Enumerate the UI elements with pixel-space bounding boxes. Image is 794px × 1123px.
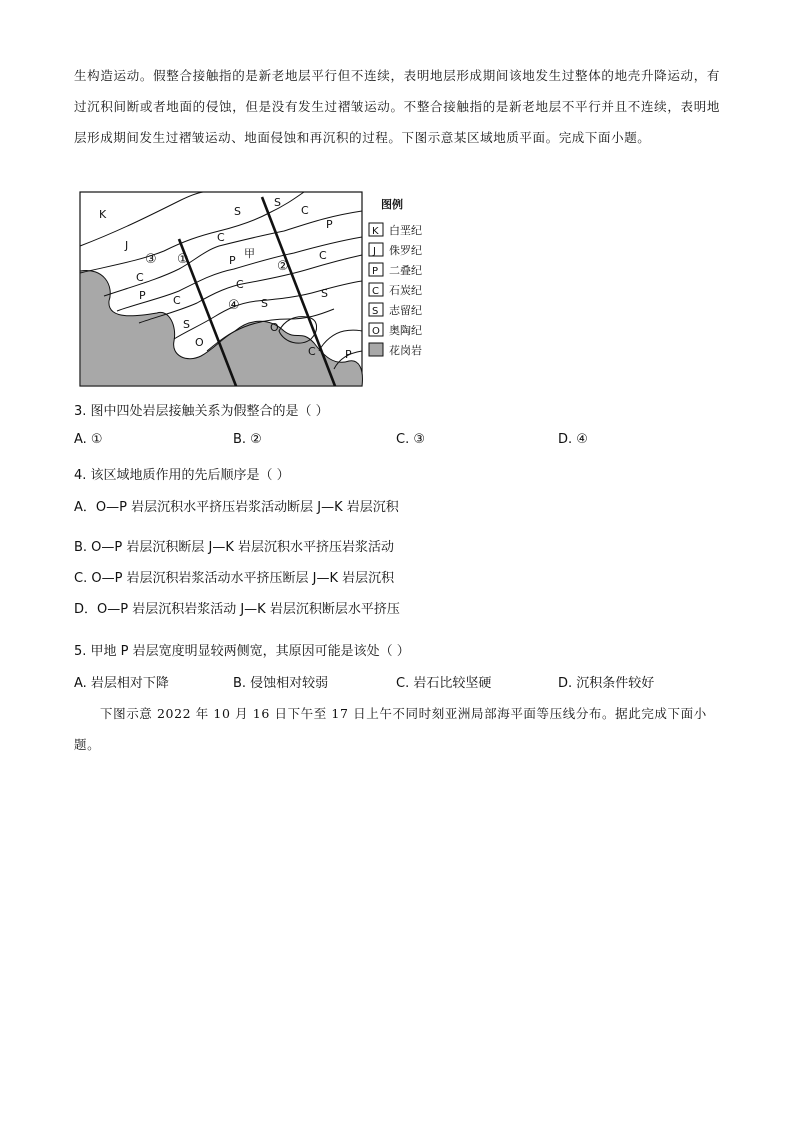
svg-text:石炭纪: 石炭纪 [389, 284, 422, 297]
question-3-option-d[interactable]: D. ④ [558, 432, 588, 447]
label-c4: C [236, 278, 244, 291]
legend-item-granite [369, 343, 422, 357]
marker-1: ① [177, 252, 189, 267]
geologic-map-figure [79, 191, 439, 387]
label-j: J [125, 239, 129, 252]
legend-title: 图例 [381, 198, 403, 211]
label-c7: C [308, 345, 316, 358]
legend-item-k [369, 223, 422, 237]
question-3-option-a[interactable]: A. ① [74, 432, 103, 447]
label-p4: P [345, 348, 352, 361]
question-5-option-d[interactable]: D. 沉积条件较好 [558, 676, 655, 691]
label-p2: P [229, 254, 236, 267]
intro-paragraph: 生构造运动。假整合接触指的是新老地层平行但不连续，表明地层形成期间该地发生过整体的地壳升降运动，有过沉积间断或者地面的侵蚀，但是没有发生过褶皱运动。不整合接触指的是新老地层不平行并且不连续，表明地层形成期间发生过褶皱运动、地面侵蚀和再沉积的过程。下图示意某区域地质平面。完成下面小题。 [74, 68, 720, 145]
label-s5: S [321, 287, 328, 300]
label-o2: O [270, 321, 279, 334]
question-4-option-b[interactable]: B. O—P 岩层沉积断层 J—K 岩层沉积水平挤压岩浆活动 [74, 540, 395, 555]
svg-text:志留纪: 志留纪 [389, 304, 422, 317]
legend-item-p [369, 263, 422, 277]
label-jia: 甲 [244, 247, 255, 260]
legend-item-c [369, 283, 422, 297]
label-s3: S [234, 205, 241, 218]
svg-text:C: C [372, 286, 379, 297]
label-c6: C [319, 249, 327, 262]
label-s4: S [274, 196, 281, 209]
question-4-option-c[interactable]: C. O—P 岩层沉积岩浆活动水平挤压断层 J—K 岩层沉积 [74, 571, 395, 586]
legend [369, 197, 422, 357]
question-4-option-a[interactable]: A．O—P 岩层沉积水平挤压岩浆活动断层 J—K 岩层沉积 [74, 500, 399, 515]
marker-2: ② [277, 259, 289, 274]
next-section-intro: 下图示意 2022 年 10 月 16 日下午至 17 日上午不同时刻亚洲局部海平面等压线分布。据此完成下面小题。 [74, 706, 707, 752]
legend-item-j [369, 243, 422, 257]
label-c3: C [217, 231, 225, 244]
question-3-option-b[interactable]: B. ② [233, 432, 262, 447]
svg-text:奥陶纪: 奥陶纪 [389, 324, 422, 337]
label-o1: O [195, 336, 204, 349]
marker-3: ③ [145, 252, 157, 267]
geologic-map-svg [79, 191, 439, 387]
svg-text:J: J [373, 246, 376, 257]
question-4-stem: 4. 该区域地质作用的先后顺序是（ ） [74, 468, 290, 483]
label-c1: C [136, 271, 144, 284]
question-5-option-a[interactable]: A. 岩层相对下降 [74, 676, 169, 691]
svg-text:白垩纪: 白垩纪 [389, 224, 422, 237]
question-4-option-d[interactable]: D．O—P 岩层沉积岩浆活动 J—K 岩层沉积断层水平挤压 [74, 602, 400, 617]
label-p1: P [139, 289, 146, 302]
svg-text:O: O [372, 326, 380, 337]
legend-item-o [369, 323, 422, 337]
question-5-option-c[interactable]: C. 岩石比较坚硬 [396, 676, 492, 691]
question-5-stem: 5. 甲地 P 岩层宽度明显较两侧宽，其原因可能是该处（ ） [74, 644, 410, 659]
svg-text:P: P [372, 266, 379, 277]
label-s2: S [261, 297, 268, 310]
svg-text:侏罗纪: 侏罗纪 [389, 244, 422, 257]
label-p3: P [326, 218, 333, 231]
svg-text:K: K [372, 226, 379, 237]
label-s1: S [183, 318, 190, 331]
svg-text:花岗岩: 花岗岩 [389, 344, 422, 357]
legend-item-s [369, 303, 422, 317]
marker-4: ④ [228, 298, 240, 313]
label-c5: C [301, 204, 309, 217]
question-3-option-c[interactable]: C. ③ [396, 432, 425, 447]
question-5-option-b[interactable]: B. 侵蚀相对较弱 [233, 676, 329, 691]
question-3-stem: 3. 图中四处岩层接触关系为假整合的是（ ） [74, 404, 329, 419]
label-c2: C [173, 294, 181, 307]
svg-text:二叠纪: 二叠纪 [389, 264, 422, 277]
label-k: K [99, 208, 107, 221]
svg-text:S: S [372, 306, 379, 317]
